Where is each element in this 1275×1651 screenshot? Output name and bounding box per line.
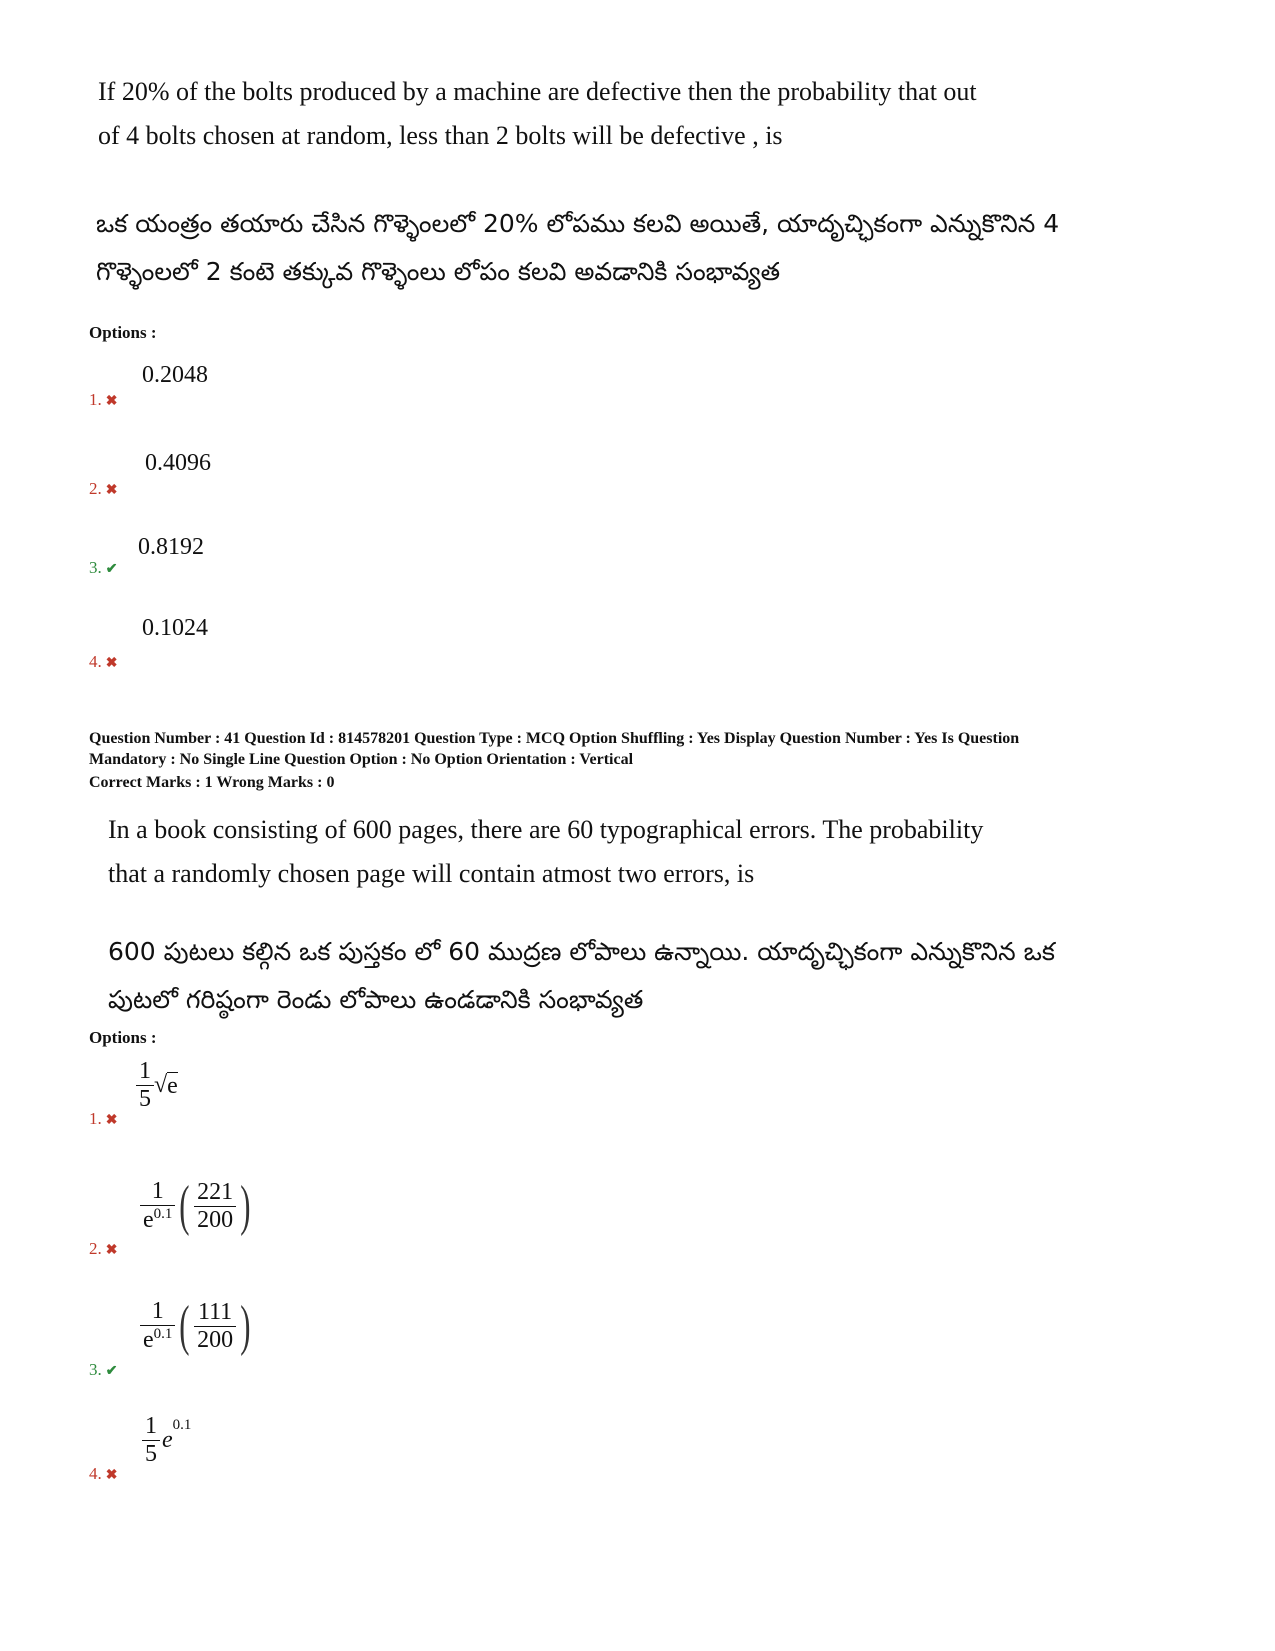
exp-power: 0.1 [153,1206,173,1222]
q2-options-label: Options : [89,1028,157,1047]
q2-te-line2: పుటలో గరిష్ఠంగా రెండు లోపాలు ఉండడానికి సంభావ్యత [108,985,644,1014]
exp-power: 0.1 [153,1326,173,1342]
fraction-denominator: 5 [136,1085,154,1113]
exp-base: e [143,1327,154,1353]
sqrt-symbol: √ [154,1072,168,1098]
option-number: 4. [89,1464,102,1483]
q1-te-line2: గొళ్ళెంలలో 2 కంటె తక్కువ గొళ్ళెంలు లోపం కలవి అవడానికి సంభావ్యత [96,257,781,286]
fraction-denominator: 200 [194,1326,236,1354]
correct-check-icon: ✔ [105,1364,118,1379]
q2-question-en [108,808,983,896]
fraction [140,1178,175,1234]
fraction-denominator [140,1205,175,1234]
q2-meta-line2: Mandatory : No Single Line Question Option : No Option Orientation : Vertical [89,751,634,768]
fraction-numerator: 1 [151,1178,164,1204]
q2-option-4-marker [89,1464,117,1484]
q2-te-line1: 600 పుటలు కల్గిన ఒక పుస్తకం లో 60 ముద్రణ లోపాలు ఉన్నాయి. యాదృచ్ఛికంగా ఎన్నుకొనిన ఒక [108,937,1055,966]
exp-power: 0.1 [172,1417,192,1433]
fraction-numerator: 1 [139,1058,151,1084]
q2-meta-line1: Question Number : 41 Question Id : 814578201 Question Type : MCQ Option Shuffling : Yes Display Question Number : Yes Is Question [89,730,1020,747]
q2-metadata [89,728,1199,793]
fraction-numerator: 1 [145,1413,157,1439]
fraction-denominator [140,1325,175,1354]
q2-meta-line3: Correct Marks : 1 Wrong Marks : 0 [89,774,335,791]
exp-base: e [143,1207,154,1233]
sqrt-radicand: e [167,1072,178,1099]
option-number: 3. [89,558,102,577]
paren-fraction [194,1299,236,1354]
q2-option-1-value[interactable] [136,1058,178,1113]
q2-en-line2: that a randomly chosen page will contain atmost two errors, is [108,859,755,888]
q1-option-2-marker [89,479,117,499]
wrong-icon: ✖ [105,483,118,498]
wrong-icon: ✖ [105,656,118,671]
q1-option-4-value[interactable]: 0.1024 [142,615,208,641]
wrong-icon: ✖ [105,1243,118,1258]
option-number: 4. [89,652,102,671]
q2-question-te [108,928,1055,1024]
fraction-numerator: 221 [197,1178,234,1205]
wrong-icon: ✖ [105,1113,118,1128]
q1-options-label: Options : [89,323,157,342]
left-paren: ( [179,1295,190,1357]
fraction-denominator: 200 [194,1206,236,1234]
q1-option-1-value[interactable]: 0.2048 [142,362,208,388]
q2-option-1-marker [89,1109,117,1129]
q1-option-4-marker [89,652,117,672]
wrong-icon: ✖ [105,394,118,409]
fraction-numerator: 1 [151,1298,164,1324]
q1-en-line1: If 20% of the bolts produced by a machine are defective then the probability that out [98,77,977,106]
right-paren: ) [240,1295,251,1357]
option-number: 3. [89,1360,102,1379]
q1-question-en [98,70,977,158]
q1-option-3-marker [89,558,117,578]
right-paren: ) [240,1175,251,1237]
option-number: 1. [89,1109,102,1128]
exp-base: e [162,1427,173,1453]
q2-option-2-value[interactable] [140,1175,255,1237]
q1-option-3-value[interactable]: 0.8192 [138,534,204,560]
q1-en-line2: of 4 bolts chosen at random, less than 2 bolts will be defective , is [98,121,783,150]
q1-te-line1: ఒక యంత్రం తయారు చేసిన గొళ్ళెంలలో 20% లోపము కలవి అయితే, యాదృచ్ఛికంగా ఎన్నుకొనిన 4 [96,209,1060,238]
q2-option-2-marker [89,1239,117,1259]
q2-option-4-value[interactable] [142,1413,191,1468]
paren-fraction [194,1179,236,1234]
left-paren: ( [179,1175,190,1237]
wrong-icon: ✖ [105,1468,118,1483]
q1-option-2-value[interactable]: 0.4096 [145,450,211,476]
q1-question-te [96,200,1059,296]
fraction-denominator: 5 [142,1440,160,1468]
fraction [136,1058,154,1113]
correct-check-icon: ✔ [105,562,118,577]
q1-option-1-marker [89,390,117,410]
q2-option-3-value[interactable] [140,1295,255,1357]
fraction [140,1298,175,1354]
fraction-numerator: 111 [197,1298,233,1325]
fraction [142,1413,160,1468]
option-number: 1. [89,390,102,409]
option-number: 2. [89,479,102,498]
option-number: 2. [89,1239,102,1258]
q2-option-3-marker [89,1360,117,1380]
q2-en-line1: In a book consisting of 600 pages, there are 60 typographical errors. The probability [108,815,984,844]
